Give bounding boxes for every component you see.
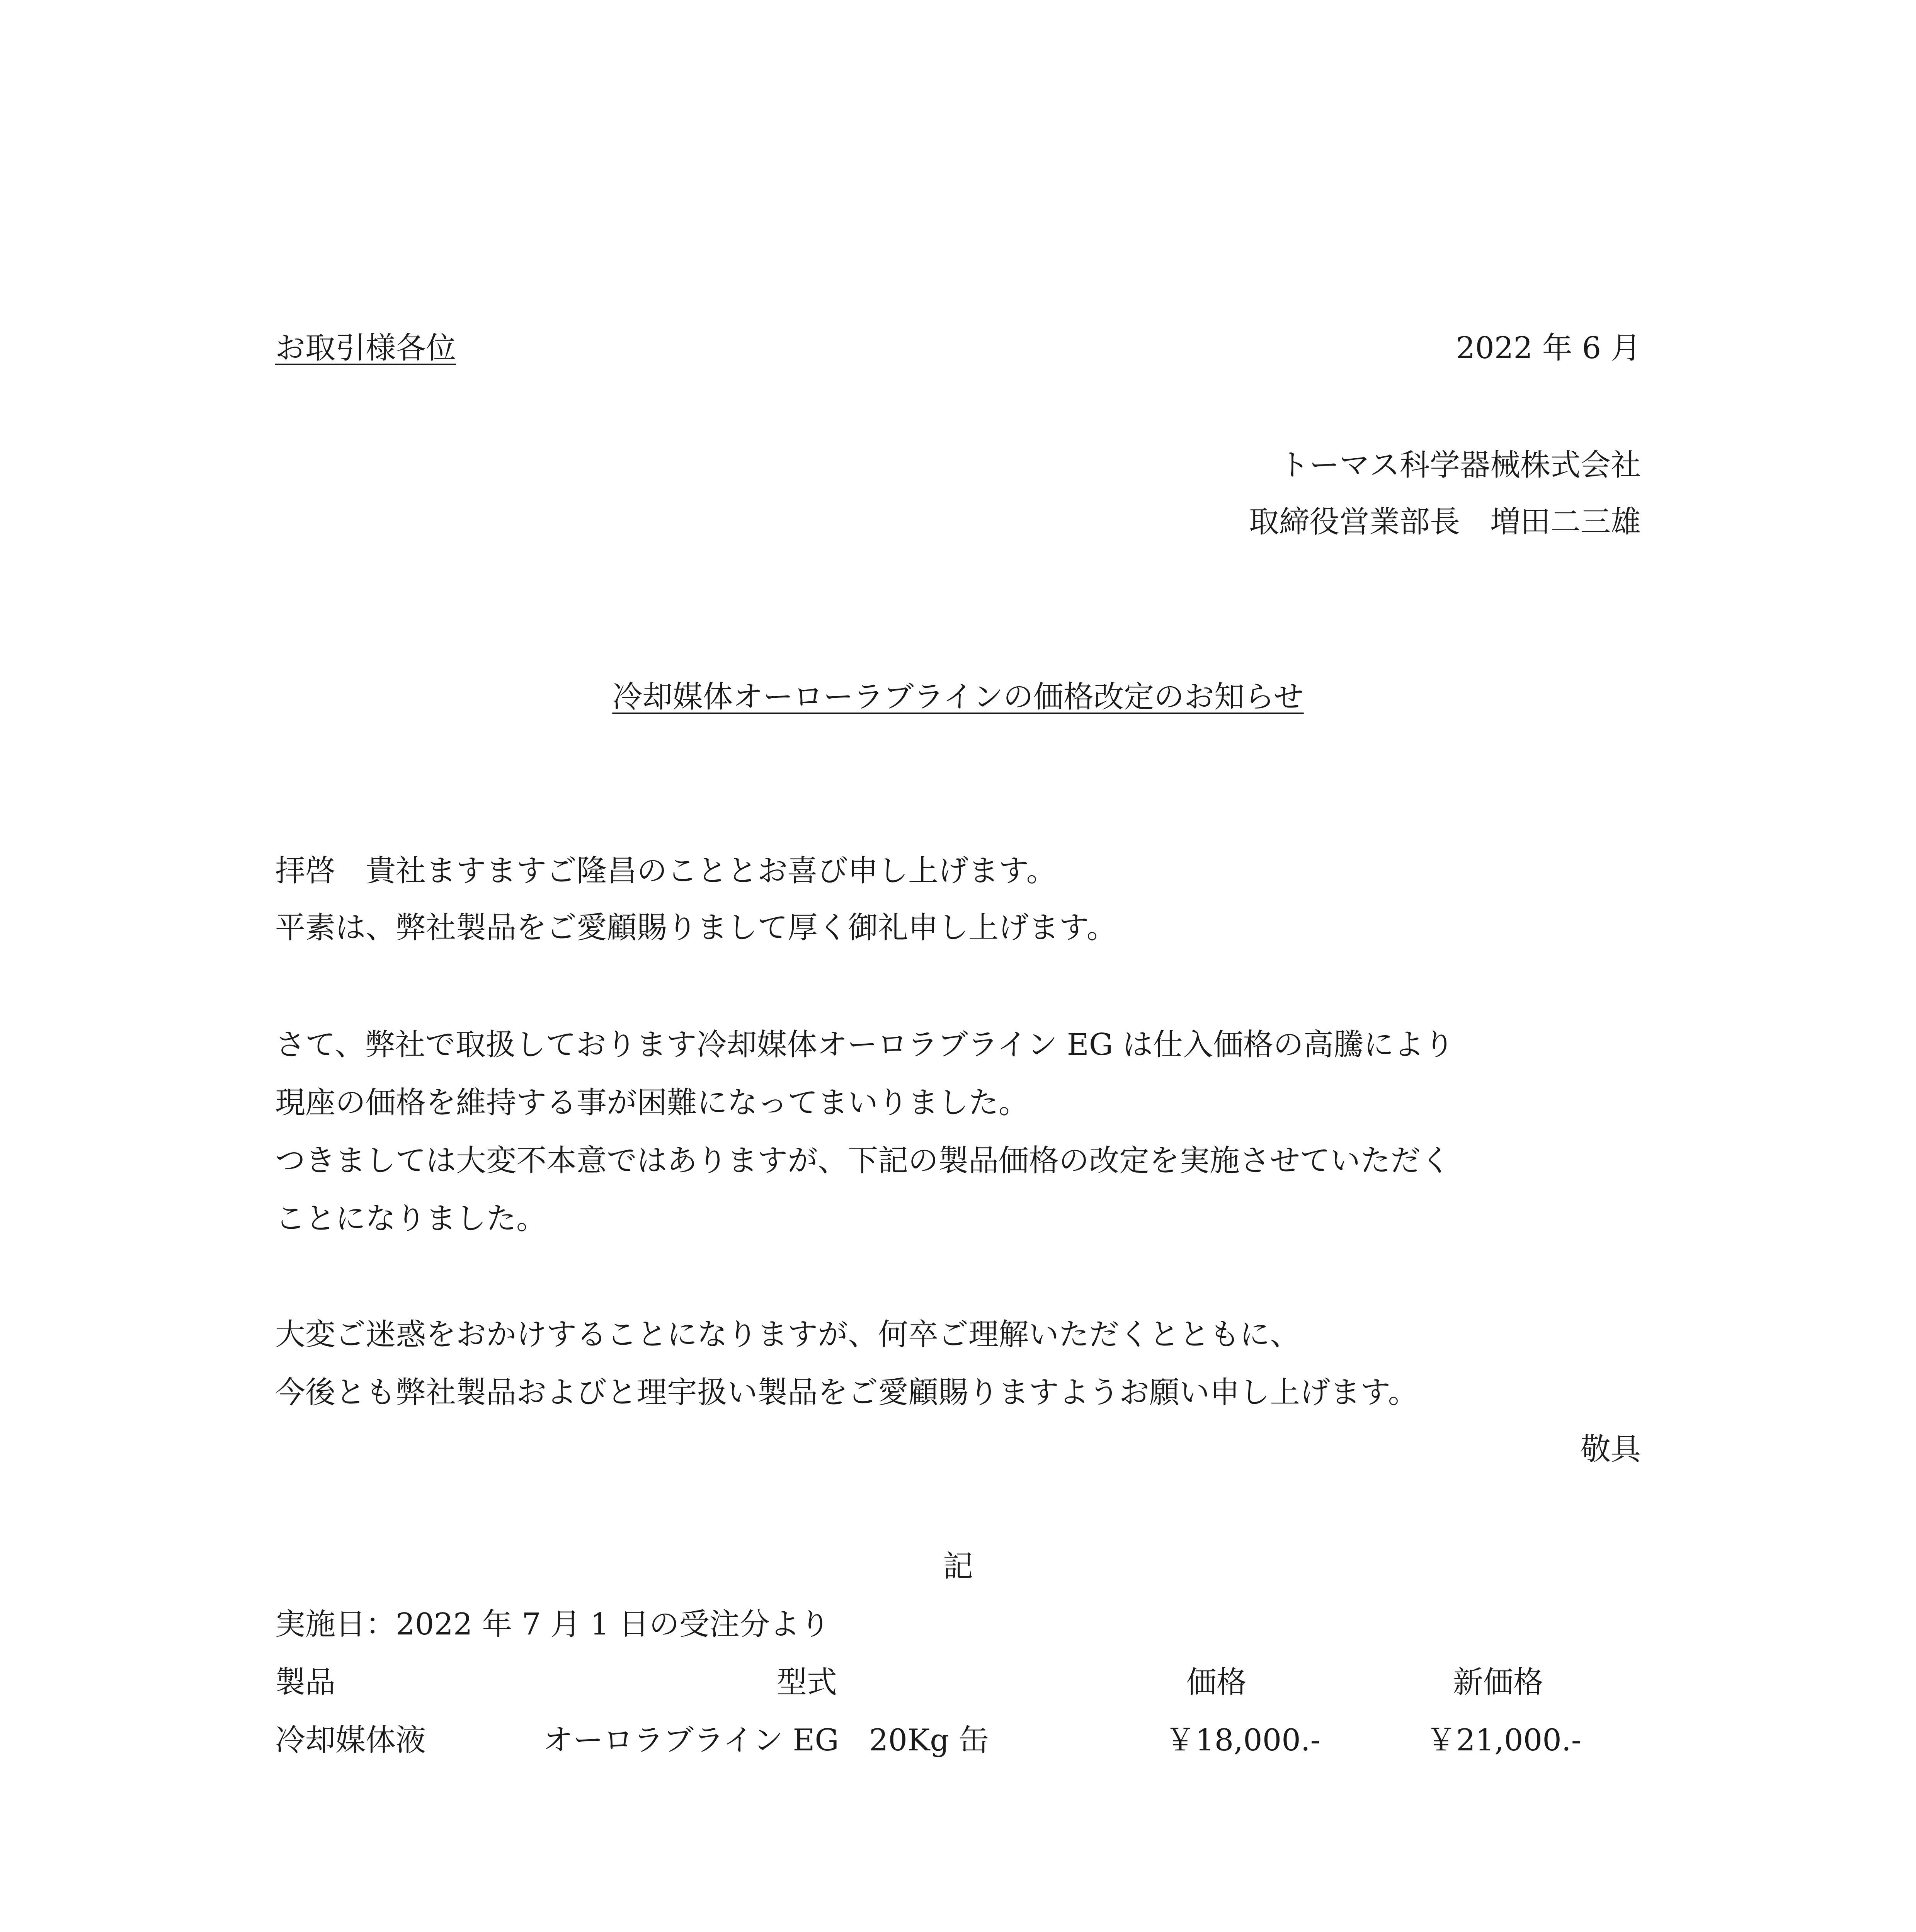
notes-heading: 記	[943, 1549, 973, 1584]
body-line: 拝啓 貴社ますますご隆昌のこととお喜び申し上げます。	[275, 854, 1057, 888]
body-line: ことになりました。	[275, 1201, 547, 1236]
body-line: さて、弊社で取扱しております冷却媒体オーロラブライン EG は仕入価格の高騰により	[275, 1027, 1454, 1062]
cell-price: ￥18,000.-	[1165, 1723, 1321, 1758]
effective-date: 実施日：2022 年 7 月 1 日の受注分より	[275, 1607, 830, 1642]
cell-new-price: ￥21,000.-	[1426, 1723, 1582, 1758]
recipient: お取引様各位	[275, 331, 456, 366]
company-name: トーマス科学器械株式会社	[1279, 448, 1641, 483]
table-header-model: 型式	[777, 1665, 837, 1700]
signer-name: 取締役営業部長 増田二三雄	[1249, 505, 1641, 539]
body-line: 平素は、弊社製品をご愛顧賜りまして厚く御礼申し上げます。	[275, 910, 1117, 945]
closing-word: 敬具	[1580, 1432, 1641, 1467]
table-header-product: 製品	[275, 1665, 336, 1700]
body-line: つきましては大変不本意ではありますが、下記の製品価格の改定を実施させていただく	[275, 1143, 1451, 1178]
table-header-new-price: 新価格	[1453, 1665, 1544, 1700]
body-line: 現座の価格を維持する事が困難になってまいりました。	[275, 1085, 1029, 1120]
cell-model: オーロラブライン EG 20Kg 缶	[543, 1723, 989, 1758]
cell-product: 冷却媒体液	[275, 1723, 426, 1758]
letter-date: 2022 年 6 月	[1456, 331, 1641, 366]
table-header-price: 価格	[1186, 1665, 1247, 1700]
body-line: 今後とも弊社製品およびと理宇扱い製品をご愛顧賜りますようお願い申し上げます。	[275, 1375, 1418, 1410]
letter-title: 冷却媒体オーローラブラインの価格改定のお知らせ	[612, 680, 1304, 714]
body-line: 大変ご迷惑をおかけすることになりますが、何卒ご理解いただくとともに、	[275, 1317, 1300, 1352]
